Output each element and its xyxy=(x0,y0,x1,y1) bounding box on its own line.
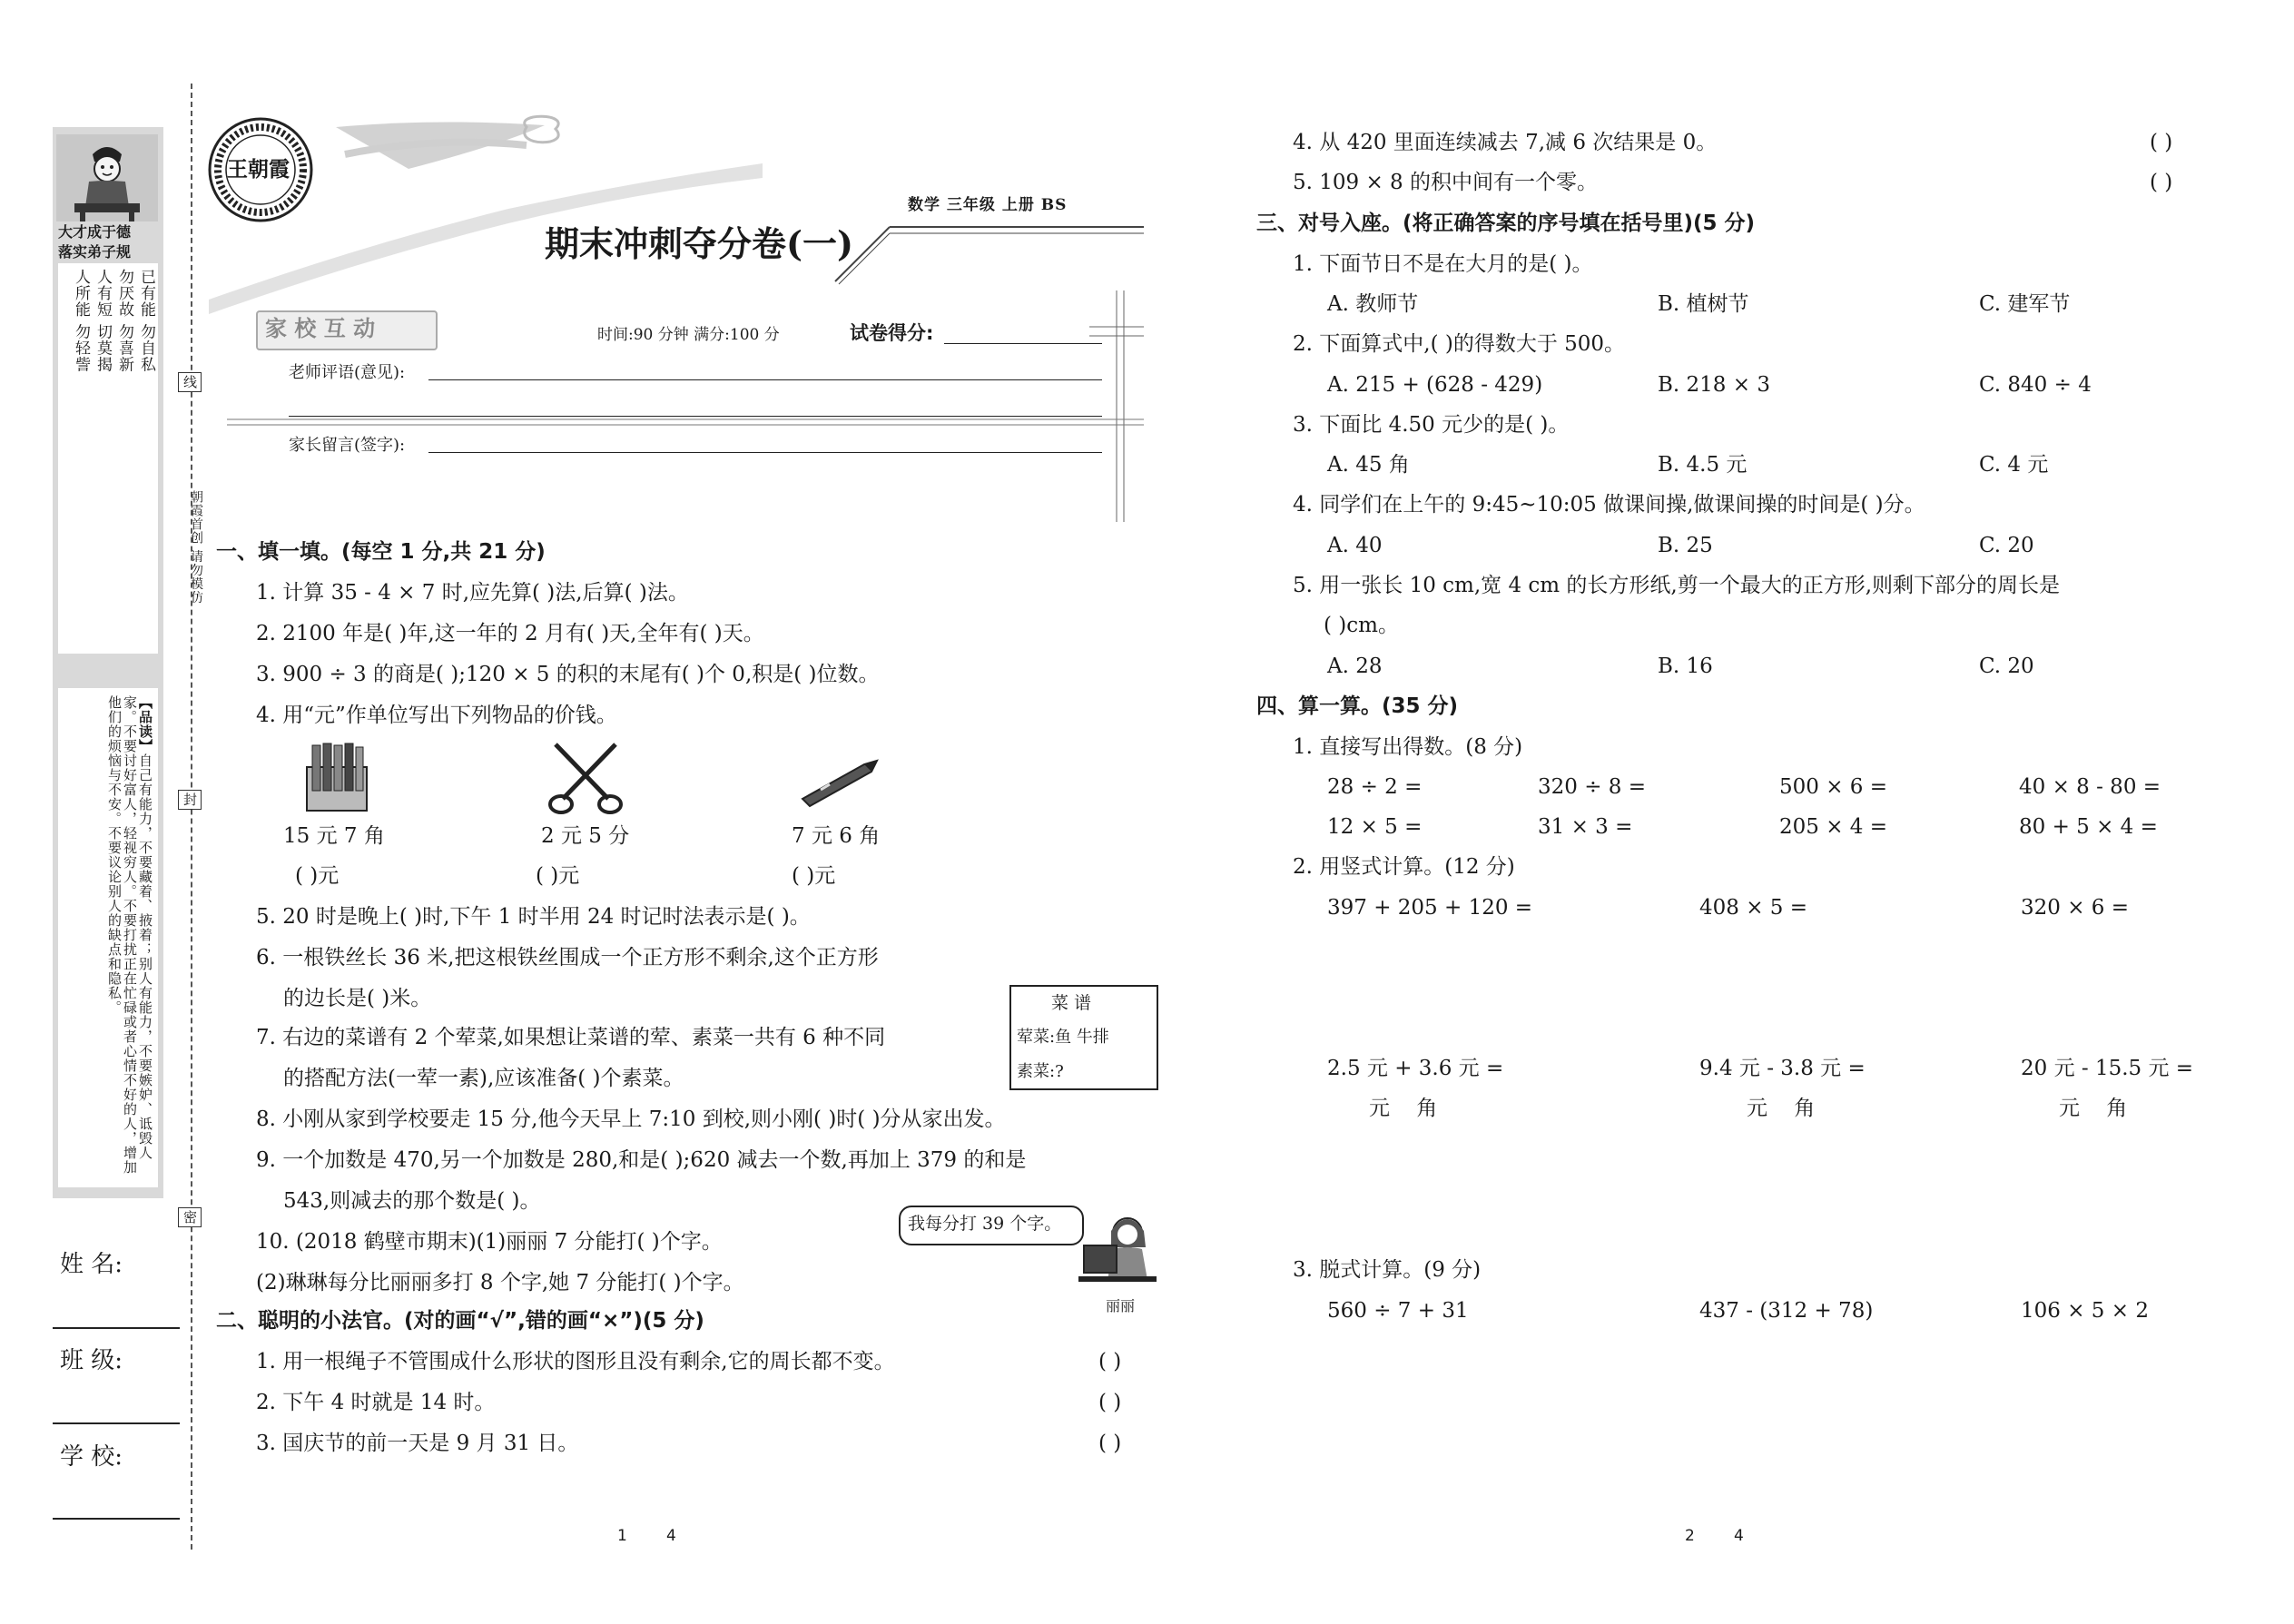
teacher-comment-line-2[interactable] xyxy=(289,416,1102,417)
s2-paren-1[interactable]: ( ) xyxy=(1098,1350,1122,1373)
s2-item-1: 1. 用一根绳子不管围成什么形状的图形且没有剩余,它的周长都不变。 xyxy=(256,1350,895,1373)
menu-title: 菜 谱 xyxy=(1051,993,1092,1013)
s1-q10b: (2)琳琳每分比丽丽多打 8 个字,她 7 分能打( )个字。 xyxy=(256,1271,744,1294)
girl-name: 丽丽 xyxy=(1106,1297,1136,1314)
s2-item-2: 2. 下午 4 时就是 14 时。 xyxy=(256,1391,496,1414)
section4-heading: 四、算一算。(35 分) xyxy=(1256,694,1459,718)
menu-veg: 素菜:? xyxy=(1017,1062,1064,1081)
s4-part3: 3. 脱式计算。(9 分) xyxy=(1293,1258,1482,1282)
section2-heading: 二、聪明的小法官。(对的画“√”,错的画“×”)(5 分) xyxy=(216,1309,704,1333)
s1-q1: 1. 计算 35 - 4 × 7 时,应先算( )法,后算( )法。 xyxy=(256,581,689,605)
s1-q6a: 6. 一根铁丝长 36 米,把这根铁丝围成一个正方形不剩余,这个正方形 xyxy=(256,946,879,969)
s1-q2: 2. 2100 年是( )年,这一年的 2 月有( )天,全年有( )天。 xyxy=(256,622,764,645)
s3-q2: 2. 下面算式中,( )的得数大于 500。 xyxy=(1293,332,1626,356)
rule-col-2: 勿厌故 勿喜新 xyxy=(115,269,133,373)
s3-q4-opt-c[interactable]: C. 20 xyxy=(1979,534,2034,557)
s3-q1: 1. 下面节日不是在大月的是( )。 xyxy=(1293,252,1593,276)
scissors-icon xyxy=(545,735,626,817)
class-label: 班 级: xyxy=(60,1347,123,1374)
oral-2: 320 ÷ 8 = xyxy=(1538,775,1647,799)
s3-q5: 5. 用一张长 10 cm,宽 4 cm 的长方形纸,剪一个最大的正方形,则剩下部分的周长是 xyxy=(1293,574,2061,597)
s1-q8: 8. 小刚从家到学校要走 15 分,他今天早上 7:10 到校,则小刚( )时( )分从家出发。 xyxy=(256,1107,1006,1131)
price-blank-2[interactable]: ( )元 xyxy=(536,864,580,888)
s3-q3-opt-b[interactable]: B. 4.5 元 xyxy=(1658,453,1748,477)
time-info: 时间:90 分钟 满分:100 分 xyxy=(597,326,780,344)
s3-q2-opt-c[interactable]: C. 840 ÷ 4 xyxy=(1979,373,2092,397)
stepwise-1: 560 ÷ 7 + 31 xyxy=(1327,1299,1469,1323)
cut-note: 朝霞首创 请勿模仿 xyxy=(189,490,203,605)
cut-mark-seal: 封 xyxy=(178,790,202,810)
s2-item-4: 4. 从 420 里面连续减去 7,减 6 次结果是 0。 xyxy=(1293,131,1718,154)
price-2: 2 元 5 分 xyxy=(541,824,630,848)
class-field[interactable] xyxy=(53,1422,180,1424)
s3-q4-opt-b[interactable]: B. 25 xyxy=(1658,534,1713,557)
price-blank-1[interactable]: ( )元 xyxy=(295,864,340,888)
s2-paren-5[interactable]: ( ) xyxy=(2150,171,2173,194)
s1-q7a: 7. 右边的菜谱有 2 个荤菜,如果想让菜谱的荤、素菜一共有 6 种不同 xyxy=(256,1026,886,1049)
subject-line: 数学 三年级 上册 BS xyxy=(908,196,1068,214)
section3-heading: 三、对号入座。(将正确答案的序号填在括号里)(5 分) xyxy=(1256,212,1756,235)
rule-col-4: 人所能 勿轻訾 xyxy=(72,269,90,373)
s1-q7b: 的搭配方法(一荤一素),应该准备( )个素菜。 xyxy=(283,1067,684,1090)
s2-item-3: 3. 国庆节的前一天是 9 月 31 日。 xyxy=(256,1432,579,1455)
school-label: 学 校: xyxy=(60,1443,123,1471)
s3-q5-opt-b[interactable]: B. 16 xyxy=(1658,655,1713,678)
s3-q4: 4. 同学们在上午的 9:45~10:05 做课间操,做课间操的时间是( )分。 xyxy=(1293,493,1925,517)
home-school-label: 家 校 互 动 xyxy=(265,316,376,341)
vertical-2: 408 × 5 = xyxy=(1699,896,1808,920)
cut-line xyxy=(191,84,192,1550)
page-title: 期末冲刺夺分卷(一) xyxy=(545,223,853,264)
reading-body: 自己有能力，不要藏着、掖着；别人有能力，不要嫉妒、诋毁人家。不要讨好富人，轻视穷人。不要打扰正在忙碌或者心情不好的人，增加他们的烦恼与不安。不要议论别人的缺点和隐私。 xyxy=(106,695,153,1175)
s3-q2-opt-a[interactable]: A. 215 + (628 - 429) xyxy=(1327,373,1543,397)
name-label: 姓 名: xyxy=(60,1251,123,1278)
vertical-1: 397 + 205 + 120 = xyxy=(1327,896,1533,920)
s2-paren-2[interactable]: ( ) xyxy=(1098,1391,1122,1414)
page-number-left: 1 4 xyxy=(617,1527,676,1545)
pen-icon xyxy=(793,753,884,808)
s3-q3: 3. 下面比 4.50 元少的是( )。 xyxy=(1293,413,1570,437)
money-unit-1: 元 角 xyxy=(1369,1097,1438,1120)
oral-7: 205 × 4 = xyxy=(1779,815,1888,839)
s3-q1-opt-b[interactable]: B. 植树节 xyxy=(1658,292,1749,316)
motto-top: 大才成于德 xyxy=(58,223,132,241)
oral-4: 40 × 8 - 80 = xyxy=(2019,775,2161,799)
score-label: 试卷得分: xyxy=(850,322,934,344)
s4-part2: 2. 用竖式计算。(12 分) xyxy=(1293,855,1515,879)
rule-col-3: 人有短 切莫揭 xyxy=(94,269,112,373)
oral-5: 12 × 5 = xyxy=(1327,815,1423,839)
rule-col-1: 已有能 勿自私 xyxy=(137,269,155,373)
s3-q5-opt-c[interactable]: C. 20 xyxy=(1979,655,2034,678)
s2-paren-3[interactable]: ( ) xyxy=(1098,1432,1122,1455)
page-number-right: 2 4 xyxy=(1685,1527,1744,1545)
s3-q3-opt-a[interactable]: A. 45 角 xyxy=(1327,453,1410,477)
price-1: 15 元 7 角 xyxy=(283,824,385,848)
money-2: 9.4 元 - 3.8 元 = xyxy=(1699,1057,1866,1080)
s3-q5-blank: ( )cm。 xyxy=(1324,614,1399,637)
oral-8: 80 + 5 × 4 = xyxy=(2019,815,2158,839)
money-1: 2.5 元 + 3.6 元 = xyxy=(1327,1057,1504,1080)
speech-bubble-text: 我每分打 39 个字。 xyxy=(908,1214,1062,1234)
s1-q9b: 543,则减去的那个数是( )。 xyxy=(283,1189,541,1213)
school-field[interactable] xyxy=(53,1518,180,1520)
logo-text: 王朝霞 xyxy=(227,157,290,182)
s1-q5: 5. 20 时是晚上( )时,下午 1 时半用 24 时记时法表示是( )。 xyxy=(256,905,811,929)
s4-part1: 1. 直接写出得数。(8 分) xyxy=(1293,735,1523,759)
price-3: 7 元 6 角 xyxy=(792,824,881,848)
teacher-comment-field[interactable] xyxy=(428,379,1102,380)
stepwise-2: 437 - (312 + 78) xyxy=(1699,1299,1874,1323)
oral-6: 31 × 3 = xyxy=(1538,815,1633,839)
s1-q3: 3. 900 ÷ 3 的商是( );120 × 5 的积的末尾有( )个 0,积是( )位数。 xyxy=(256,663,880,686)
score-field[interactable] xyxy=(944,343,1102,344)
s3-q1-opt-a[interactable]: A. 教师节 xyxy=(1327,292,1419,316)
oral-1: 28 ÷ 2 = xyxy=(1327,775,1423,799)
reading-text xyxy=(64,695,153,1176)
vertical-3: 320 × 6 = xyxy=(2021,896,2130,920)
price-blank-3[interactable]: ( )元 xyxy=(792,864,836,888)
s3-q2-opt-b[interactable]: B. 218 × 3 xyxy=(1658,373,1770,397)
money-unit-3: 元 角 xyxy=(2059,1097,2128,1120)
s1-q9a: 9. 一个加数是 470,另一个加数是 280,和是( );620 减去一个数,再加上 379 的和是 xyxy=(256,1148,1027,1172)
parent-note-field[interactable] xyxy=(428,452,1102,453)
s3-q4-opt-a[interactable]: A. 40 xyxy=(1327,534,1383,557)
crayons-icon xyxy=(301,740,372,814)
s3-q1-opt-c[interactable]: C. 建军节 xyxy=(1979,292,2071,316)
s1-q6b: 的边长是( )米。 xyxy=(283,987,432,1010)
stepwise-3: 106 × 5 × 2 xyxy=(2021,1299,2149,1323)
section1-heading: 一、填一填。(每空 1 分,共 21 分) xyxy=(216,540,546,564)
s3-q5-opt-a[interactable]: A. 28 xyxy=(1327,655,1383,678)
cartoon-boy-illustration xyxy=(56,134,158,221)
money-3: 20 元 - 15.5 元 = xyxy=(2021,1057,2194,1080)
parent-note-label: 家长留言(签字): xyxy=(289,436,406,455)
reading-label: 【品读】 xyxy=(137,695,153,753)
menu-meat: 荤菜:鱼 牛排 xyxy=(1017,1028,1109,1047)
teacher-comment-label: 老师评语(意见): xyxy=(289,363,406,382)
oral-3: 500 × 6 = xyxy=(1779,775,1888,799)
s2-item-5: 5. 109 × 8 的积中间有一个零。 xyxy=(1293,171,1598,194)
name-field[interactable] xyxy=(53,1327,180,1329)
s2-paren-4[interactable]: ( ) xyxy=(2150,131,2173,154)
girl-at-computer-illustration xyxy=(1071,1207,1171,1298)
s3-q3-opt-c[interactable]: C. 4 元 xyxy=(1979,453,2049,477)
s1-q10a: 10. (2018 鹤壁市期末)(1)丽丽 7 分能打( )个字。 xyxy=(256,1230,723,1254)
s1-q4: 4. 用“元”作单位写出下列物品的价钱。 xyxy=(256,704,617,727)
motto-bottom: 落实弟子规 xyxy=(58,243,132,261)
cut-mark-line: 线 xyxy=(178,372,202,392)
cut-mark-secret: 密 xyxy=(178,1207,202,1227)
money-unit-2: 元 角 xyxy=(1747,1097,1816,1120)
